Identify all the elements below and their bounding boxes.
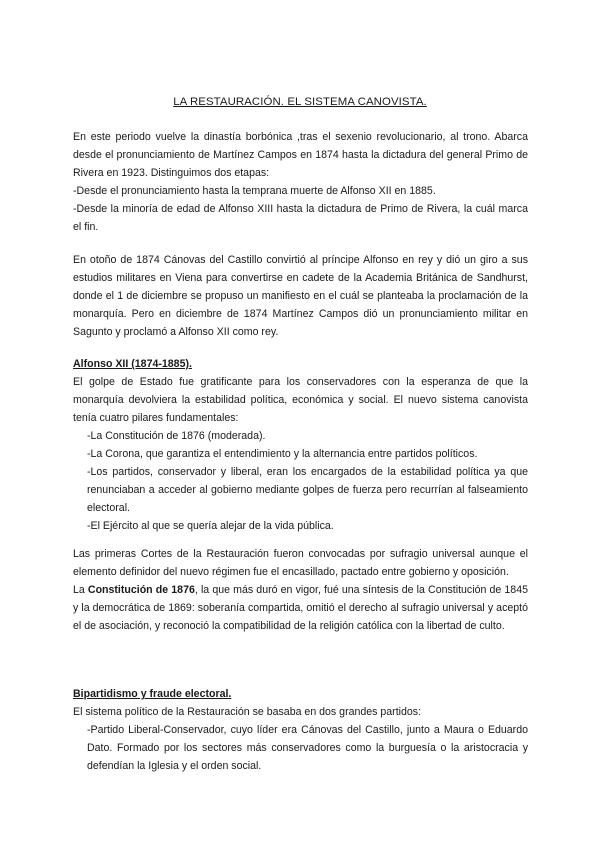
pillar-item: -Los partidos, conservador y liberal, eran los encargados de la estabilidad política ya que renunciaban a acceder al gobierno mediante golpes de fuerza pero recurrían al falseamiento electoral. xyxy=(87,466,528,514)
intro-paragraph: En este periodo vuelve la dinastía borbónica ,tras el sexenio revolucionario, al trono. Abarca desde el pronunciamiento de Martínez Campos en 1874 hasta la dictadura del general Primo de Rivera en 1923. Distinguimos dos etapas: xyxy=(73,131,528,179)
pillar-item: -El Ejército al que se quería alejar de la vida pública. xyxy=(87,520,334,532)
constitution-prefix: La xyxy=(73,584,88,596)
autumn-1874-paragraph: En otoño de 1874 Cánovas del Castillo convirtió al príncipe Alfonso en rey y dió un giro a sus estudios militares en Viena para convertirse en cadete de la Academia Británica de Sandhurst, donde el 1 de diciembre se propuso un manifiesto en el cuál se planteaba la proclamación de la monarquía. Pero en diciembre de 1874 Martínez Campos dió un pronunciamiento militar en Sagunto y proclamó a Alfonso XII como rey. xyxy=(73,254,528,338)
autumn-1874-section xyxy=(73,251,528,341)
bipartidismo-paragraph: El sistema político de la Restauración se basaba en dos grandes partidos: xyxy=(73,706,422,718)
stage-2: -Desde la minoría de edad de Alfonso XIII hasta la dictadura de Primo de Rivera, la cuál marca el fin. xyxy=(73,203,528,233)
bipartidismo-section xyxy=(73,685,528,775)
alfonso-section xyxy=(73,355,528,535)
stage-1: -Desde el pronunciamiento hasta la temprana muerte de Alfonso XII en 1885. xyxy=(73,185,436,197)
cortes-paragraph: Las primeras Cortes de la Restauración fueron convocadas por sufragio universal aunque el elemento definidor del nuevo régimen fue el encasillado, pactado entre gobierno y oposición. xyxy=(73,548,528,578)
party-item: -Partido Liberal-Conservador, cuyo líder era Cánovas del Castillo, junto a Maura o Eduardo Dato. Formado por los sectores más conservadores como la burguesía o la aristocracia y defendían la Iglesia y el orden social. xyxy=(87,724,528,772)
page-title: LA RESTAURACIÓN. EL SISTEMA CANOVISTA. xyxy=(173,96,427,108)
pillar-item: -La Corona, que garantiza el entendimiento y la alternancia entre partidos políticos. xyxy=(87,448,478,460)
alfonso-paragraph: El golpe de Estado fue gratificante para los conservadores con la esperanza de que la monarquía devolviera la estabilidad política, económica y social. El nuevo sistema canovista tenía cuatro pilares fundamentales: xyxy=(73,376,528,424)
constitution-bold: Constitución de 1876 xyxy=(87,584,195,596)
pillar-item: -La Constitución de 1876 (moderada). xyxy=(87,430,266,442)
intro-section xyxy=(73,128,528,236)
section-heading-alfonso: Alfonso XII (1874-1885). xyxy=(73,358,192,370)
section-heading-bipartidismo: Bipartidismo y fraude electoral. xyxy=(73,688,232,700)
constitution-rest: , la que más duró en vigor, fué una síntesis de la Constitución de 1845 y la democrática de 1869: soberanía compartida, omitió el derecho al sufragio universal y aceptó el de asociación, y reconoció la compatibilidad de la religión católica con la libertad de culto. xyxy=(73,584,528,632)
cortes-section xyxy=(73,545,528,635)
constitution-paragraph xyxy=(73,581,528,635)
